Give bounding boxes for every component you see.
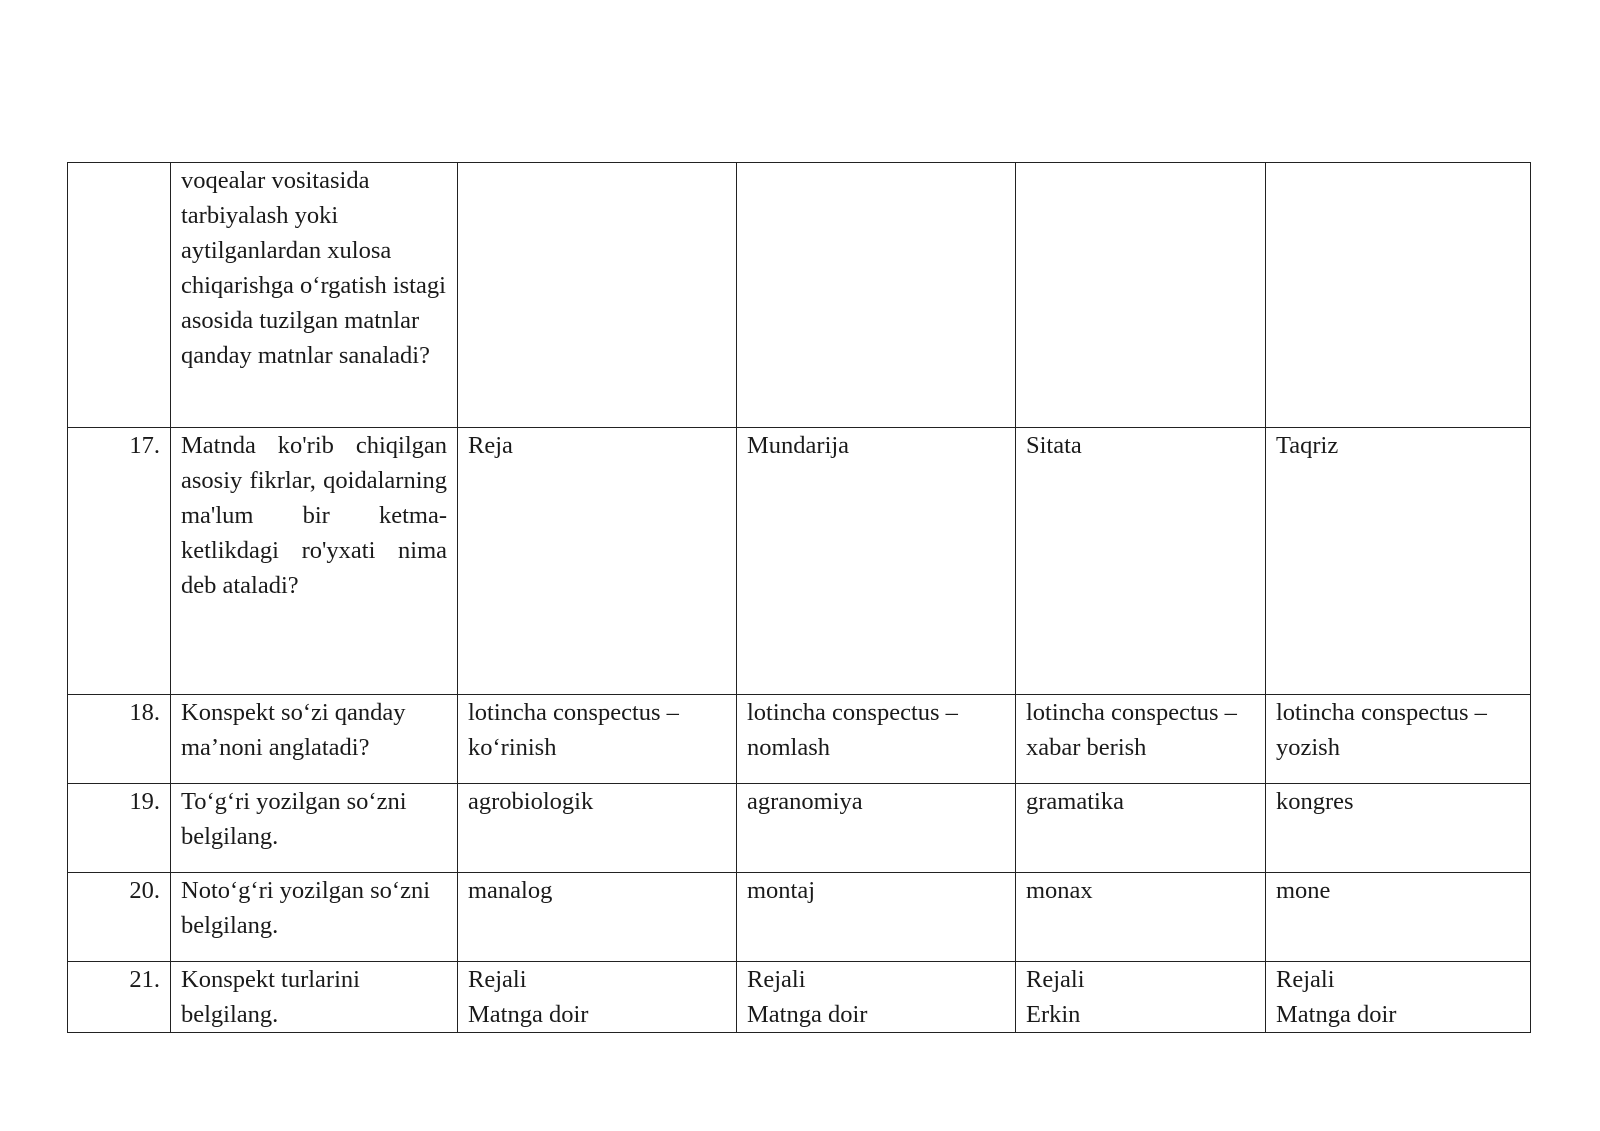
option-c-cell xyxy=(1016,962,1266,1033)
row-number: 17. xyxy=(68,428,171,695)
option-a-cell xyxy=(458,163,737,428)
option-d-cell xyxy=(1266,962,1531,1033)
table-row xyxy=(68,873,1531,962)
question-cell: To‘g‘ri yozilgan so‘zni belgilang. xyxy=(171,784,458,873)
question-cell: Noto‘g‘ri yozilgan so‘zni belgilang. xyxy=(171,873,458,962)
option-c-cell: lotincha conspectus – xabar berish xyxy=(1016,695,1266,784)
option-a-cell xyxy=(458,962,737,1033)
row-number xyxy=(68,163,171,428)
option-line: Matnga doir xyxy=(1276,1001,1397,1028)
option-line: Erkin xyxy=(1026,1001,1081,1028)
option-a-cell: agrobiologik xyxy=(458,784,737,873)
row-number: 21. xyxy=(68,962,171,1033)
option-c-cell xyxy=(1016,163,1266,428)
option-d-cell: kongres xyxy=(1266,784,1531,873)
option-line: Matnga doir xyxy=(468,1001,589,1028)
quiz-table xyxy=(67,162,1531,1033)
question-cell: voqealar vositasida tarbiyalash yoki aytilganlardan xulosa chiqarishga o‘rgatish istagi asosida tuzilgan matnlar qanday matnlar sanaladi? xyxy=(171,163,458,428)
option-c-cell: Sitata xyxy=(1016,428,1266,695)
option-b-cell: agranomiya xyxy=(737,784,1016,873)
question-cell: Matnda ko'rib chiqilgan asosiy fikrlar, qoidalarning ma'lum bir ketma-ketlikdagi ro'yxati nima deb ataladi? xyxy=(171,428,458,695)
table-row xyxy=(68,428,1531,695)
row-number: 20. xyxy=(68,873,171,962)
option-line: Rejali xyxy=(1276,966,1335,993)
option-d-cell: Taqriz xyxy=(1266,428,1531,695)
table-row xyxy=(68,962,1531,1033)
option-b-cell xyxy=(737,962,1016,1033)
option-b-cell: lotincha conspectus – nomlash xyxy=(737,695,1016,784)
row-number: 18. xyxy=(68,695,171,784)
option-d-cell: lotincha conspectus – yozish xyxy=(1266,695,1531,784)
question-cell: Konspekt so‘zi qanday ma’noni anglatadi? xyxy=(171,695,458,784)
option-a-cell: manalog xyxy=(458,873,737,962)
option-line: Matnga doir xyxy=(747,1001,868,1028)
option-c-cell: monax xyxy=(1016,873,1266,962)
option-b-cell xyxy=(737,163,1016,428)
option-d-cell: mone xyxy=(1266,873,1531,962)
option-d-cell xyxy=(1266,163,1531,428)
row-number: 19. xyxy=(68,784,171,873)
option-b-cell: montaj xyxy=(737,873,1016,962)
table-row xyxy=(68,784,1531,873)
option-line: Rejali xyxy=(747,966,806,993)
table-row xyxy=(68,163,1531,428)
option-a-cell: Reja xyxy=(458,428,737,695)
option-line: Rejali xyxy=(1026,966,1085,993)
option-a-cell: lotincha conspectus – ko‘rinish xyxy=(458,695,737,784)
table-row xyxy=(68,695,1531,784)
option-b-cell: Mundarija xyxy=(737,428,1016,695)
option-c-cell: gramatika xyxy=(1016,784,1266,873)
question-cell: Konspekt turlarini belgilang. xyxy=(171,962,458,1033)
option-line: Rejali xyxy=(468,966,527,993)
